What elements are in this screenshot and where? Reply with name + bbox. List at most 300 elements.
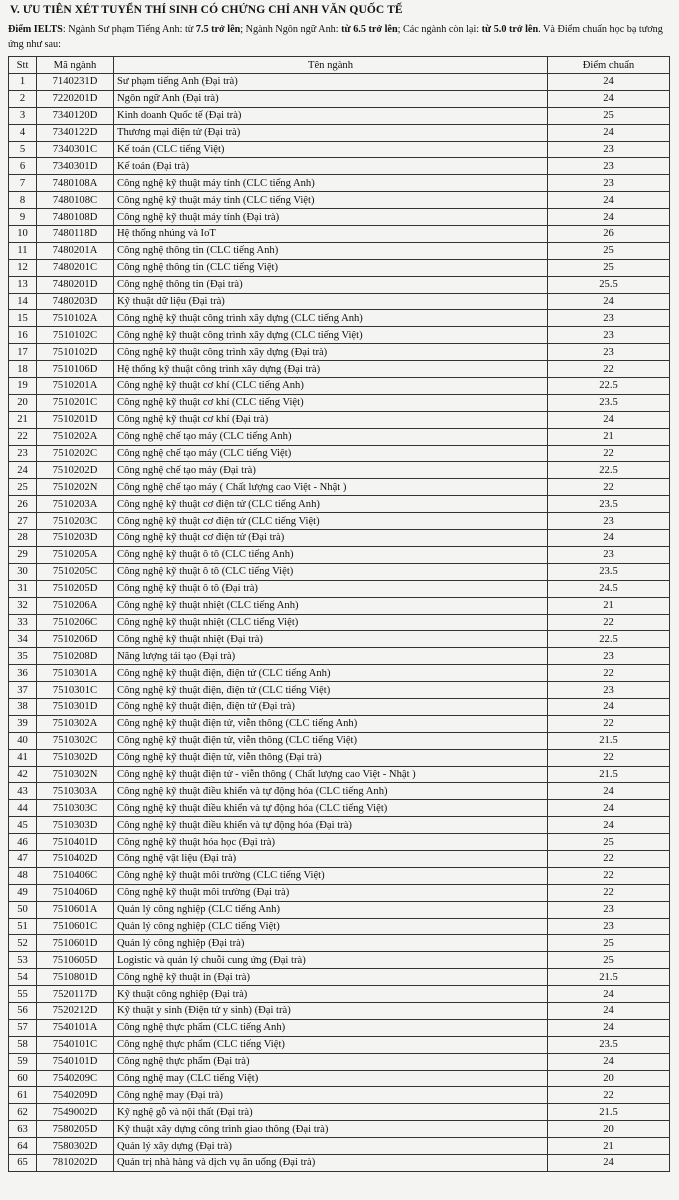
cell-code: 7510201C — [37, 394, 114, 411]
intro-text-2: ; Ngành Ngôn ngữ Anh: — [240, 24, 342, 35]
cell-name: Công nghệ kỹ thuật cơ điện tử (CLC tiếng Việt) — [114, 513, 548, 530]
cell-stt: 32 — [9, 597, 37, 614]
cell-stt: 37 — [9, 682, 37, 699]
table-row — [9, 884, 670, 901]
table-row — [9, 850, 670, 867]
cell-name: Công nghệ kỹ thuật công trình xây dựng (CLC tiếng Anh) — [114, 310, 548, 327]
table-row — [9, 310, 670, 327]
cell-stt: 36 — [9, 665, 37, 682]
cell-name: Công nghệ kỹ thuật in (Đại trà) — [114, 969, 548, 986]
cell-score: 24 — [548, 783, 670, 800]
table-row — [9, 614, 670, 631]
table-row — [9, 479, 670, 496]
cell-stt: 29 — [9, 546, 37, 563]
table-row — [9, 1087, 670, 1104]
cell-stt: 58 — [9, 1036, 37, 1053]
cell-score: 22 — [548, 867, 670, 884]
cell-code: 7510303D — [37, 817, 114, 834]
table-row — [9, 411, 670, 428]
cell-code: 7140231D — [37, 74, 114, 91]
table-row — [9, 969, 670, 986]
cell-score: 23 — [548, 918, 670, 935]
cell-score: 23 — [548, 158, 670, 175]
cell-code: 7510205D — [37, 580, 114, 597]
cell-name: Công nghệ kỹ thuật điện tử, viễn thông (CLC tiếng Việt) — [114, 732, 548, 749]
table-row — [9, 209, 670, 226]
cell-score: 25 — [548, 259, 670, 276]
cell-stt: 28 — [9, 530, 37, 547]
table-row — [9, 1104, 670, 1121]
cell-name: Công nghệ kỹ thuật cơ điện tử (Đại trà) — [114, 530, 548, 547]
cell-name: Ngôn ngữ Anh (Đại trà) — [114, 90, 548, 107]
cell-name: Công nghệ thông tin (CLC tiếng Việt) — [114, 259, 548, 276]
table-row — [9, 665, 670, 682]
table-row — [9, 935, 670, 952]
cell-name: Công nghệ chế tạo máy (Đại trà) — [114, 462, 548, 479]
cell-stt: 9 — [9, 209, 37, 226]
cell-stt: 49 — [9, 884, 37, 901]
cell-stt: 45 — [9, 817, 37, 834]
cell-stt: 18 — [9, 361, 37, 378]
cell-stt: 56 — [9, 1002, 37, 1019]
cell-stt: 65 — [9, 1155, 37, 1172]
cell-score: 24 — [548, 817, 670, 834]
cell-code: 7810202D — [37, 1155, 114, 1172]
table-row — [9, 530, 670, 547]
cell-stt: 25 — [9, 479, 37, 496]
cell-stt: 50 — [9, 901, 37, 918]
cell-name: Công nghệ chế tạo máy (CLC tiếng Anh) — [114, 428, 548, 445]
table-row — [9, 378, 670, 395]
cell-score: 22.5 — [548, 378, 670, 395]
table-row — [9, 682, 670, 699]
score-table — [8, 56, 670, 1172]
cell-name: Công nghệ thông tin (CLC tiếng Anh) — [114, 242, 548, 259]
cell-code: 7510402D — [37, 850, 114, 867]
table-row — [9, 107, 670, 124]
cell-score: 24 — [548, 74, 670, 91]
table-row — [9, 1121, 670, 1138]
cell-code: 7510206D — [37, 631, 114, 648]
cell-score: 22 — [548, 445, 670, 462]
cell-name: Công nghệ kỹ thuật công trình xây dựng (Đại trà) — [114, 344, 548, 361]
cell-code: 7510406C — [37, 867, 114, 884]
cell-name: Công nghệ kỹ thuật điều khiển và tự động hóa (CLC tiếng Anh) — [114, 783, 548, 800]
cell-stt: 57 — [9, 1019, 37, 1036]
table-row — [9, 1019, 670, 1036]
table-row — [9, 124, 670, 141]
cell-name: Kỹ thuật xây dựng công trình giao thông (Đại trà) — [114, 1121, 548, 1138]
table-row — [9, 986, 670, 1003]
cell-stt: 46 — [9, 834, 37, 851]
cell-code: 7540209D — [37, 1087, 114, 1104]
cell-score: 24 — [548, 800, 670, 817]
cell-score: 22 — [548, 884, 670, 901]
cell-name: Công nghệ kỹ thuật nhiệt (Đại trà) — [114, 631, 548, 648]
table-row — [9, 242, 670, 259]
cell-score: 22 — [548, 614, 670, 631]
cell-code: 7540101A — [37, 1019, 114, 1036]
cell-name: Công nghệ kỹ thuật ô tô (CLC tiếng Anh) — [114, 546, 548, 563]
cell-stt: 3 — [9, 107, 37, 124]
cell-score: 25 — [548, 834, 670, 851]
cell-score: 24 — [548, 1019, 670, 1036]
cell-score: 22 — [548, 850, 670, 867]
cell-code: 7510208D — [37, 648, 114, 665]
table-row — [9, 1070, 670, 1087]
cell-code: 7549002D — [37, 1104, 114, 1121]
cell-code: 7220201D — [37, 90, 114, 107]
intro-text-1: : Ngành Sư phạm Tiếng Anh: từ — [62, 24, 196, 35]
cell-code: 7480108D — [37, 209, 114, 226]
cell-name: Công nghệ kỹ thuật ô tô (CLC tiếng Việt) — [114, 563, 548, 580]
cell-score: 26 — [548, 226, 670, 243]
table-row — [9, 834, 670, 851]
table-row — [9, 1002, 670, 1019]
table-row — [9, 631, 670, 648]
cell-code: 7510201D — [37, 411, 114, 428]
cell-score: 22 — [548, 479, 670, 496]
cell-score: 23 — [548, 546, 670, 563]
cell-score: 25 — [548, 935, 670, 952]
ielts-intro — [8, 22, 670, 52]
cell-score: 23.5 — [548, 1036, 670, 1053]
cell-code: 7480201C — [37, 259, 114, 276]
cell-score: 24 — [548, 1155, 670, 1172]
cell-score: 24 — [548, 124, 670, 141]
cell-name: Logistic và quản lý chuỗi cung ứng (Đại trà) — [114, 952, 548, 969]
cell-score: 22 — [548, 1087, 670, 1104]
cell-name: Hệ thống kỹ thuật công trình xây dựng (Đại trà) — [114, 361, 548, 378]
cell-stt: 26 — [9, 496, 37, 513]
cell-score: 24 — [548, 293, 670, 310]
table-row — [9, 276, 670, 293]
cell-name: Sư phạm tiếng Anh (Đại trà) — [114, 74, 548, 91]
header-stt: Stt — [9, 57, 37, 74]
cell-code: 7510301A — [37, 665, 114, 682]
cell-score: 22.5 — [548, 462, 670, 479]
cell-name: Công nghệ thực phẩm (CLC tiếng Việt) — [114, 1036, 548, 1053]
cell-score: 25 — [548, 952, 670, 969]
cell-code: 7510302C — [37, 732, 114, 749]
table-row — [9, 513, 670, 530]
cell-score: 23 — [548, 513, 670, 530]
cell-name: Công nghệ kỹ thuật điện, điện tử (CLC tiếng Anh) — [114, 665, 548, 682]
cell-name: Kỹ thuật y sinh (Điện tử y sinh) (Đại trà) — [114, 1002, 548, 1019]
cell-code: 7510401D — [37, 834, 114, 851]
table-row — [9, 293, 670, 310]
cell-stt: 48 — [9, 867, 37, 884]
table-row — [9, 952, 670, 969]
table-row — [9, 428, 670, 445]
cell-score: 22 — [548, 715, 670, 732]
cell-code: 7510205C — [37, 563, 114, 580]
cell-code: 7510601A — [37, 901, 114, 918]
table-row — [9, 1155, 670, 1172]
cell-code: 7340301D — [37, 158, 114, 175]
intro-text-3: ; Các ngành còn lại: — [397, 24, 482, 35]
cell-stt: 2 — [9, 90, 37, 107]
cell-stt: 5 — [9, 141, 37, 158]
cell-code: 7340120D — [37, 107, 114, 124]
cell-score: 25 — [548, 242, 670, 259]
cell-score: 23 — [548, 141, 670, 158]
table-row — [9, 192, 670, 209]
header-score: Điểm chuẩn — [548, 57, 670, 74]
table-row — [9, 361, 670, 378]
table-row — [9, 496, 670, 513]
intro-bold-2: từ 6.5 trở lên — [341, 24, 398, 35]
cell-stt: 20 — [9, 394, 37, 411]
cell-code: 7510202C — [37, 445, 114, 462]
cell-stt: 16 — [9, 327, 37, 344]
cell-name: Kế toán (CLC tiếng Việt) — [114, 141, 548, 158]
table-row — [9, 715, 670, 732]
cell-code: 7510106D — [37, 361, 114, 378]
cell-name: Công nghệ kỹ thuật điện, điện tử (CLC tiếng Việt) — [114, 682, 548, 699]
table-row — [9, 918, 670, 935]
cell-score: 24 — [548, 411, 670, 428]
cell-stt: 12 — [9, 259, 37, 276]
cell-name: Công nghệ kỹ thuật điện tử, viễn thông (Đại trà) — [114, 749, 548, 766]
cell-name: Công nghệ kỹ thuật công trình xây dựng (CLC tiếng Việt) — [114, 327, 548, 344]
cell-name: Công nghệ kỹ thuật cơ khí (CLC tiếng Anh) — [114, 378, 548, 395]
cell-stt: 7 — [9, 175, 37, 192]
cell-name: Kinh doanh Quốc tế (Đại trà) — [114, 107, 548, 124]
cell-name: Công nghệ kỹ thuật máy tính (CLC tiếng Anh) — [114, 175, 548, 192]
cell-score: 23 — [548, 344, 670, 361]
cell-name: Năng lượng tái tạo (Đại trà) — [114, 648, 548, 665]
cell-code: 7340122D — [37, 124, 114, 141]
table-row — [9, 580, 670, 597]
cell-name: Kỹ nghệ gỗ và nội thất (Đại trà) — [114, 1104, 548, 1121]
cell-score: 24 — [548, 192, 670, 209]
cell-score: 20 — [548, 1121, 670, 1138]
cell-stt: 44 — [9, 800, 37, 817]
cell-stt: 54 — [9, 969, 37, 986]
cell-name: Kỹ thuật dữ liệu (Đại trà) — [114, 293, 548, 310]
cell-name: Công nghệ kỹ thuật máy tính (CLC tiếng Việt) — [114, 192, 548, 209]
cell-name: Công nghệ vật liệu (Đại trà) — [114, 850, 548, 867]
header-code: Mã ngành — [37, 57, 114, 74]
table-row — [9, 597, 670, 614]
cell-stt: 15 — [9, 310, 37, 327]
cell-stt: 55 — [9, 986, 37, 1003]
cell-stt: 27 — [9, 513, 37, 530]
table-row — [9, 327, 670, 344]
table-row — [9, 445, 670, 462]
cell-stt: 34 — [9, 631, 37, 648]
cell-name: Công nghệ thông tin (Đại trà) — [114, 276, 548, 293]
table-row — [9, 226, 670, 243]
cell-stt: 35 — [9, 648, 37, 665]
cell-code: 7510102C — [37, 327, 114, 344]
cell-code: 7510203D — [37, 530, 114, 547]
cell-code: 7510601C — [37, 918, 114, 935]
cell-name: Kỹ thuật công nghiệp (Đại trà) — [114, 986, 548, 1003]
cell-code: 7510102A — [37, 310, 114, 327]
intro-text-4: . Và Điểm chuẩn học bạ tương ứng như sau: — [8, 24, 663, 50]
cell-code: 7510406D — [37, 884, 114, 901]
cell-score: 21 — [548, 1138, 670, 1155]
cell-stt: 38 — [9, 698, 37, 715]
cell-name: Hệ thống nhúng và IoT — [114, 226, 548, 243]
cell-stt: 23 — [9, 445, 37, 462]
cell-stt: 10 — [9, 226, 37, 243]
cell-code: 7480201A — [37, 242, 114, 259]
cell-name: Công nghệ thực phẩm (CLC tiếng Anh) — [114, 1019, 548, 1036]
intro-label: Điểm IELTS — [8, 24, 63, 35]
cell-code: 7510303A — [37, 783, 114, 800]
cell-stt: 19 — [9, 378, 37, 395]
cell-name: Công nghệ kỹ thuật cơ điện tử (CLC tiếng Anh) — [114, 496, 548, 513]
table-row — [9, 1138, 670, 1155]
cell-stt: 22 — [9, 428, 37, 445]
cell-code: 7510302D — [37, 749, 114, 766]
cell-name: Công nghệ kỹ thuật điện, điện tử (Đại trà) — [114, 698, 548, 715]
cell-score: 24.5 — [548, 580, 670, 597]
table-row — [9, 698, 670, 715]
cell-code: 7510206C — [37, 614, 114, 631]
cell-stt: 43 — [9, 783, 37, 800]
cell-name: Công nghệ kỹ thuật điều khiển và tự động hóa (Đại trà) — [114, 817, 548, 834]
cell-code: 7510203C — [37, 513, 114, 530]
cell-name: Công nghệ may (CLC tiếng Việt) — [114, 1070, 548, 1087]
cell-name: Quản lý công nghiệp (CLC tiếng Việt) — [114, 918, 548, 935]
cell-stt: 24 — [9, 462, 37, 479]
cell-score: 21 — [548, 428, 670, 445]
cell-name: Công nghệ kỹ thuật điện tử, viễn thông (CLC tiếng Anh) — [114, 715, 548, 732]
cell-score: 22.5 — [548, 631, 670, 648]
table-row — [9, 800, 670, 817]
cell-name: Thương mại điện tử (Đại trà) — [114, 124, 548, 141]
table-row — [9, 563, 670, 580]
cell-code: 7340301C — [37, 141, 114, 158]
table-row — [9, 766, 670, 783]
cell-name: Công nghệ kỹ thuật cơ khí (Đại trà) — [114, 411, 548, 428]
cell-code: 7510601D — [37, 935, 114, 952]
cell-stt: 13 — [9, 276, 37, 293]
cell-score: 23 — [548, 310, 670, 327]
cell-score: 20 — [548, 1070, 670, 1087]
cell-name: Công nghệ kỹ thuật nhiệt (CLC tiếng Anh) — [114, 597, 548, 614]
cell-score: 22 — [548, 749, 670, 766]
cell-score: 21 — [548, 597, 670, 614]
table-row — [9, 817, 670, 834]
table-row — [9, 648, 670, 665]
table-row — [9, 394, 670, 411]
cell-score: 25.5 — [548, 276, 670, 293]
cell-stt: 17 — [9, 344, 37, 361]
cell-code: 7480108A — [37, 175, 114, 192]
cell-code: 7510605D — [37, 952, 114, 969]
cell-code: 7510102D — [37, 344, 114, 361]
section-title: V. ƯU TIÊN XÉT TUYỂN THÍ SINH CÓ CHỨNG CHỈ ANH VĂN QUỐC TẾ — [10, 4, 403, 16]
cell-code: 7510201A — [37, 378, 114, 395]
cell-stt: 41 — [9, 749, 37, 766]
cell-score: 21.5 — [548, 732, 670, 749]
cell-name: Công nghệ kỹ thuật điều khiển và tự động hóa (CLC tiếng Việt) — [114, 800, 548, 817]
intro-bold-1: 7.5 trở lên — [195, 24, 241, 35]
cell-code: 7510202D — [37, 462, 114, 479]
cell-stt: 42 — [9, 766, 37, 783]
cell-score: 21.5 — [548, 969, 670, 986]
cell-code: 7510205A — [37, 546, 114, 563]
cell-stt: 59 — [9, 1053, 37, 1070]
table-row — [9, 783, 670, 800]
cell-score: 23 — [548, 327, 670, 344]
cell-stt: 6 — [9, 158, 37, 175]
cell-score: 22 — [548, 665, 670, 682]
cell-stt: 1 — [9, 74, 37, 91]
table-row — [9, 259, 670, 276]
cell-code: 7510202A — [37, 428, 114, 445]
cell-name: Công nghệ kỹ thuật điện tử - viễn thông ( Chất lượng cao Việt - Nhật ) — [114, 766, 548, 783]
table-row — [9, 1053, 670, 1070]
cell-stt: 52 — [9, 935, 37, 952]
cell-score: 24 — [548, 530, 670, 547]
cell-score: 24 — [548, 986, 670, 1003]
cell-code: 7480203D — [37, 293, 114, 310]
cell-name: Công nghệ may (Đại trà) — [114, 1087, 548, 1104]
cell-stt: 61 — [9, 1087, 37, 1104]
cell-score: 23 — [548, 682, 670, 699]
cell-name: Quản lý xây dựng (Đại trà) — [114, 1138, 548, 1155]
cell-stt: 4 — [9, 124, 37, 141]
cell-score: 21.5 — [548, 1104, 670, 1121]
cell-score: 22 — [548, 361, 670, 378]
cell-code: 7510301C — [37, 682, 114, 699]
table-row — [9, 546, 670, 563]
cell-code: 7510302N — [37, 766, 114, 783]
cell-code: 7520117D — [37, 986, 114, 1003]
table-body — [9, 74, 670, 1172]
cell-score: 23.5 — [548, 496, 670, 513]
table-row — [9, 158, 670, 175]
cell-score: 23.5 — [548, 394, 670, 411]
cell-score: 23.5 — [548, 563, 670, 580]
cell-name: Công nghệ kỹ thuật môi trường (Đại trà) — [114, 884, 548, 901]
cell-score: 25 — [548, 107, 670, 124]
cell-code: 7540209C — [37, 1070, 114, 1087]
cell-name: Quản trị nhà hàng và dịch vụ ăn uống (Đại trà) — [114, 1155, 548, 1172]
cell-stt: 64 — [9, 1138, 37, 1155]
cell-score: 24 — [548, 90, 670, 107]
cell-score: 23 — [548, 901, 670, 918]
cell-code: 7480201D — [37, 276, 114, 293]
cell-name: Kế toán (Đại trà) — [114, 158, 548, 175]
cell-score: 21.5 — [548, 766, 670, 783]
cell-code: 7480118D — [37, 226, 114, 243]
cell-stt: 62 — [9, 1104, 37, 1121]
cell-stt: 14 — [9, 293, 37, 310]
cell-code: 7540101D — [37, 1053, 114, 1070]
cell-stt: 39 — [9, 715, 37, 732]
table-header-row — [9, 57, 670, 74]
cell-code: 7510801D — [37, 969, 114, 986]
cell-code: 7510303C — [37, 800, 114, 817]
cell-stt: 40 — [9, 732, 37, 749]
cell-stt: 8 — [9, 192, 37, 209]
cell-score: 24 — [548, 698, 670, 715]
header-name: Tên ngành — [114, 57, 548, 74]
cell-stt: 11 — [9, 242, 37, 259]
cell-stt: 51 — [9, 918, 37, 935]
cell-name: Công nghệ kỹ thuật ô tô (Đại trà) — [114, 580, 548, 597]
cell-stt: 33 — [9, 614, 37, 631]
table-row — [9, 749, 670, 766]
cell-code: 7510206A — [37, 597, 114, 614]
